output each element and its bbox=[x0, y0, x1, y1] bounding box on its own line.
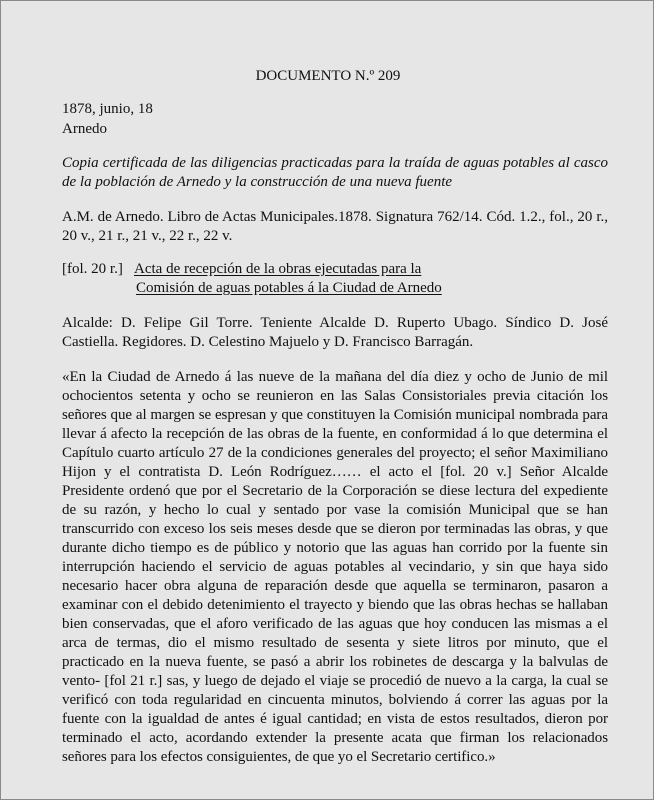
act-title-line-1: Acta de recepción de la obras ejecutadas para la bbox=[134, 261, 422, 277]
document-date: 1878, junio, 18 bbox=[62, 101, 153, 117]
attendees-paragraph: Alcalde: D. Felipe Gil Torre. Teniente Alcalde D. Ruperto Ubago. Síndico D. José Castiella. Regidores. D. Celestino Majuelo y D. Francisco Barragán. bbox=[62, 315, 608, 350]
document-summary: Copia certificada de las diligencias practicadas para la traída de aguas potables al casco de la población de Arnedo y la construcción de una nueva fuente bbox=[62, 155, 608, 190]
act-title-line-2: Comisión de aguas potables á la Ciudad de Arnedo bbox=[136, 280, 442, 296]
archival-source: A.M. de Arnedo. Libro de Actas Municipales.1878. Signatura 762/14. Cód. 1.2., fol., 20 r., 20 v., 21 r., 21 v., 22 r., 22 v. bbox=[62, 209, 608, 244]
folio-reference: [fol. 20 r.] bbox=[62, 261, 123, 277]
document-place: Arnedo bbox=[62, 121, 107, 137]
act-body-paragraph: «En la Ciudad de Arnedo á las nueve de la mañana del día diez y ocho de Junio de mil ochocientos setenta y ocho se reunieron en las Salas Consistoriales previa citación los señores que al margen se espresan y que constituyen la Comisión municipal nombrada para llevar á afecto la recepción de las obras de la fuente, en conformidad á lo que determina el Capítulo cuarto artículo 27 de la condiciones generales del proyecto; el señor Maximiliano Hijon y el contratista D. León Rodríguez…… el acto el [fol. 20 v.] Señor Alcalde Presidente ordenó que por el Secretario de la Corporación se diese lectura del expediente de su razón, y hecho lo cual y sentado por vase la comisión Municipal que se han transcurrido con exceso los seis meses desde que se dieron por terminadas las obras, y que durante dicho tiempo es de público y notorio que las aguas han corrido por la fuente sin interrupción haciendo el servicio de aguas potables al vecindario, y sin que haya sido necesario hacer obra alguna de reparación desde que aquella se terminaron, pasaron a examinar con el debido detenimiento el trayecto y biendo que las obras hechas se hallaban bien conservadas, que el aforo verificado de las aguas que hoy conducen las mismas a el arca de termas, dio el mismo resultado de sesenta y siete litros por minuto, que el practicado en la nueva fuente, se pasó a abrir los robinetes de descarga y la balvulas de vento- [fol 21 r.] sas, y luego de dejado el viaje se procedió de nuevo a la carga, la cual se verificó con toda regularidad en cincuenta minutos, bolviendo á correr las aguas por la fuente con la igualdad de antes é igual cantidad; en vista de estos resultados, dieron por terminado el acto, acordando extender la presente acata que firman los relacionados señores para los efectos consiguientes, de que yo el Secretario certifico.» bbox=[62, 369, 608, 765]
document-number-heading: DOCUMENTO N.º 209 bbox=[255, 68, 401, 84]
act-title bbox=[134, 260, 534, 298]
